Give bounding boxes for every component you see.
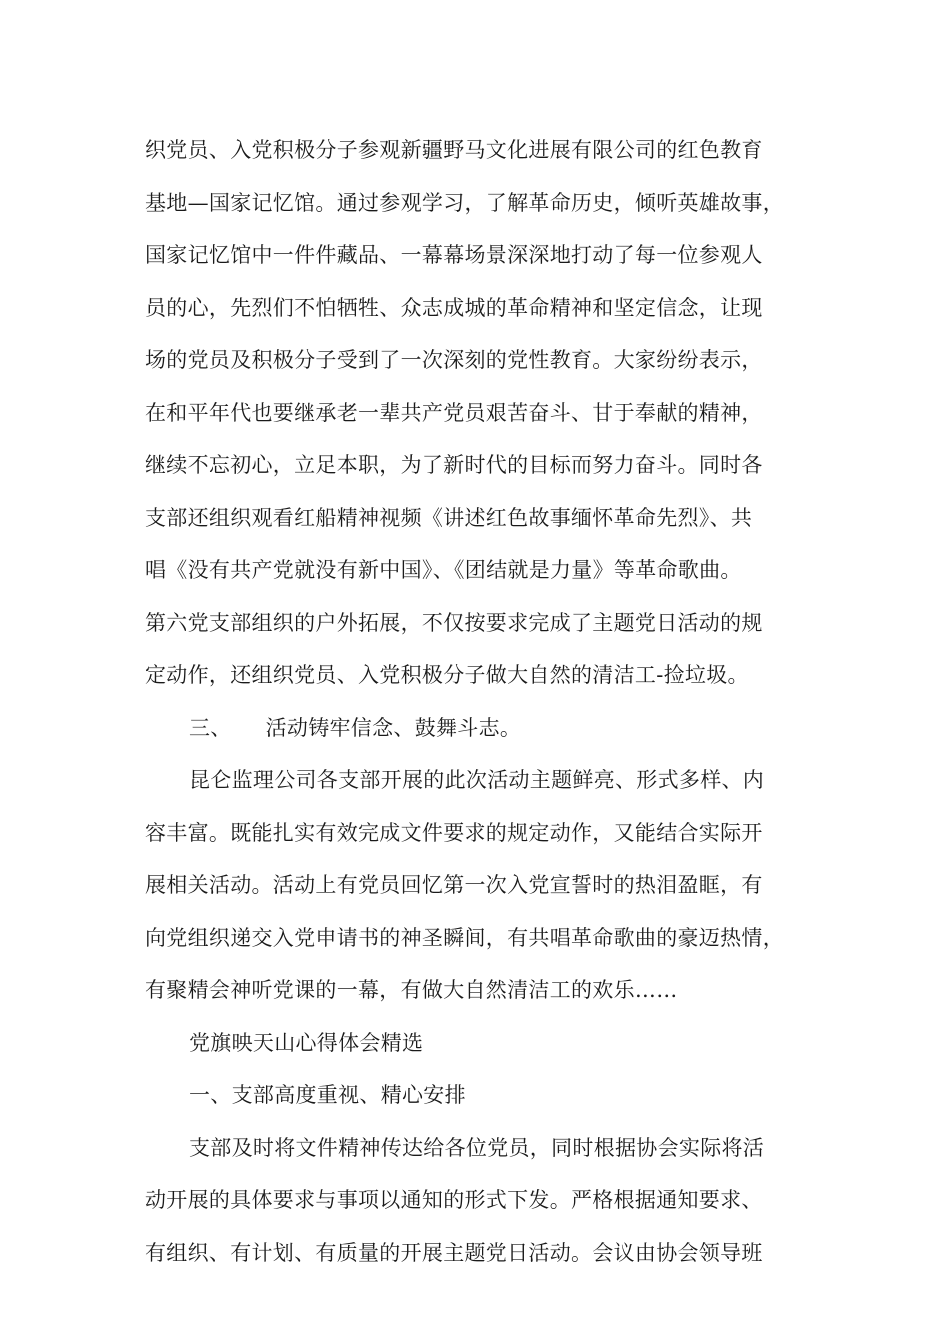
paragraph-line: 定动作，还组织党员、入党积极分子做大自然的清洁工-捡垃圾。 <box>145 663 749 687</box>
paragraph-line: 在和平年代也要继承老一辈共产党员艰苦奋斗、甘于奉献的精神， <box>145 401 763 425</box>
paragraph-line: 展相关活动。活动上有党员回忆第一次入党宣誓时的热泪盈眶，有 <box>145 873 763 897</box>
heading-number: 三、 <box>189 716 232 740</box>
section-heading-1: 一、支部高度重视、精心安排 <box>189 1083 466 1107</box>
heading-text: 活动铸牢信念、鼓舞斗志。 <box>265 716 522 740</box>
paragraph-line: 有组织、有计划、有质量的开展主题党日活动。会议由协会领导班 <box>145 1241 763 1265</box>
paragraph-line: 支部及时将文件精神传达给各位党员，同时根据协会实际将活 <box>189 1136 765 1160</box>
paragraph-line: 容丰富。既能扎实有效完成文件要求的规定动作，又能结合实际开 <box>145 821 763 845</box>
paragraph-line: 支部还组织观看红船精神视频《讲述红色故事缅怀革命先烈》、共 <box>145 506 753 530</box>
paragraph-line: 唱《没有共产党就没有新中国》、《团结就是力量》等革命歌曲。 <box>145 558 742 582</box>
article-title: 党旗映天山心得体会精选 <box>189 1031 424 1055</box>
paragraph-line: 场的党员及积极分子受到了一次深刻的党性教育。大家纷纷表示， <box>145 348 763 372</box>
paragraph-line: 基地—国家记忆馆。通过参观学习，了解革命历史，倾听英雄故事， <box>145 191 784 215</box>
paragraph-line: 有聚精会神听党课的一幕，有做大自然清洁工的欢乐…… <box>145 978 678 1002</box>
paragraph-line: 继续不忘初心，立足本职，为了新时代的目标而努力奋斗。同时各 <box>145 453 763 477</box>
paragraph-line: 向党组织递交入党申请书的神圣瞬间，有共唱革命歌曲的豪迈热情， <box>145 926 784 950</box>
paragraph-line: 织党员、入党积极分子参观新疆野马文化进展有限公司的红色教育 <box>145 138 763 162</box>
paragraph-line: 昆仑监理公司各支部开展的此次活动主题鲜亮、形式多样、内 <box>189 768 765 792</box>
paragraph-line: 员的心，先烈们不怕牺牲、众志成城的革命精神和坚定信念，让现 <box>145 296 763 320</box>
section-heading-3 <box>189 713 869 743</box>
paragraph-line: 动开展的具体要求与事项以通知的形式下发。严格根据通知要求、 <box>145 1188 763 1212</box>
paragraph-line: 第六党支部组织的户外拓展，不仅按要求完成了主题党日活动的规 <box>145 611 763 635</box>
paragraph-line: 国家记忆馆中一件件藏品、一幕幕场景深深地打动了每一位参观人 <box>145 243 763 267</box>
